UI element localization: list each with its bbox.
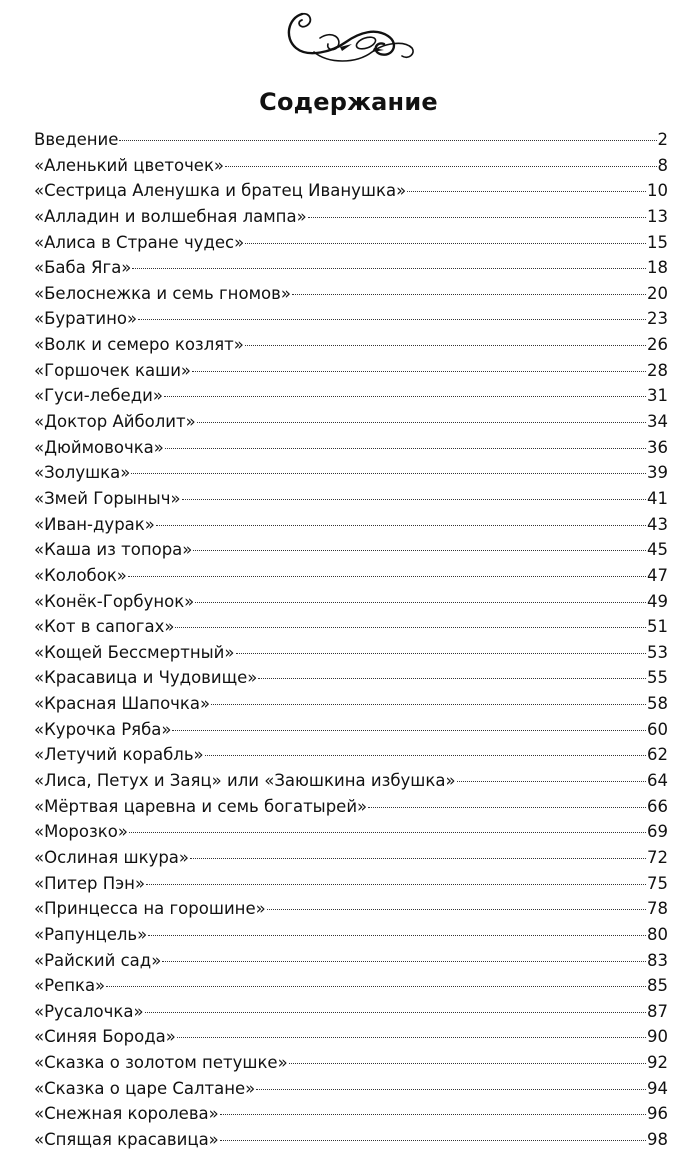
toc-entry-page-number: 83 [647, 950, 668, 970]
toc-entry[interactable] [34, 1076, 668, 1102]
dot-leader [220, 1140, 646, 1141]
toc-entry-title: «Алладин и волшебная лампа» [34, 206, 307, 226]
toc-entry[interactable] [34, 230, 668, 256]
toc-entry-title: «Летучий корабль» [34, 745, 204, 765]
toc-entry[interactable] [34, 332, 668, 358]
toc-entry-page-number: 15 [647, 232, 668, 252]
toc-entry-page-number: 47 [647, 565, 668, 585]
dot-leader [457, 781, 646, 782]
dot-leader [308, 217, 646, 218]
toc-entry[interactable] [34, 794, 668, 820]
toc-entry[interactable] [34, 306, 668, 332]
dot-leader [129, 832, 646, 833]
toc-entry[interactable] [34, 871, 668, 897]
toc-entry-title: «Доктор Айболит» [34, 412, 196, 432]
dot-leader [132, 268, 646, 269]
dot-leader [182, 499, 646, 500]
dot-leader [177, 1037, 646, 1038]
toc-entry-title: «Спящая красавица» [34, 1129, 219, 1149]
dot-leader [192, 371, 646, 372]
toc-entry-page-number: 23 [647, 309, 668, 329]
toc-entry-title: «Гуси-лебеди» [34, 386, 163, 406]
toc-entry-page-number: 80 [647, 924, 668, 944]
dot-leader [289, 1063, 646, 1064]
toc-entry-title: «Снежная королева» [34, 1104, 219, 1124]
toc-entry-title: «Репка» [34, 976, 106, 996]
toc-entry[interactable] [34, 768, 668, 794]
toc-entry-page-number: 69 [647, 822, 668, 842]
toc-entry-title: «Горшочек каши» [34, 360, 192, 380]
dot-leader [131, 473, 646, 474]
toc-entry-title: «Дюймовочка» [34, 437, 164, 457]
dot-leader [211, 704, 646, 705]
toc-entry[interactable] [34, 281, 668, 307]
dot-leader [164, 396, 646, 397]
toc-entry-title: «Лиса, Петух и Заяц» или «Заюшкина избушка» [34, 771, 456, 791]
dot-leader [220, 1114, 646, 1115]
toc-entry-page-number: 34 [647, 412, 668, 432]
dot-leader [172, 730, 646, 731]
toc-entry-title: «Кощей Бессмертный» [34, 642, 235, 662]
toc-entry-page-number: 2 [657, 130, 668, 149]
toc-entry-page-number: 78 [647, 899, 668, 919]
toc-entry[interactable] [34, 127, 668, 153]
toc-entry[interactable] [34, 717, 668, 743]
toc-entry[interactable] [34, 153, 668, 179]
toc-entry-title: «Золушка» [34, 463, 131, 483]
toc-entry-page-number: 13 [647, 206, 668, 226]
dot-leader [190, 858, 646, 859]
toc-entry-title: «Змей Горыныч» [34, 488, 181, 508]
toc-entry[interactable] [34, 589, 668, 615]
toc-entry[interactable] [34, 691, 668, 717]
toc-entry-page-number: 87 [647, 1001, 668, 1021]
toc-entry[interactable] [34, 973, 668, 999]
toc-entry-page-number: 28 [647, 360, 668, 380]
toc-entry[interactable] [34, 819, 668, 845]
toc-entry-title: «Баба Яга» [34, 258, 132, 278]
toc-entry-title: «Морозко» [34, 822, 128, 842]
toc-entry-page-number: 98 [647, 1129, 668, 1149]
toc-entry-title: «Красавица и Чудовище» [34, 668, 258, 688]
toc-entry-page-number: 72 [647, 847, 668, 867]
dot-leader [162, 961, 646, 962]
toc-entry-title: «Аленький цветочек» [34, 155, 225, 175]
toc-entry-title: «Сказка о царе Салтане» [34, 1078, 256, 1098]
dot-leader [195, 602, 646, 603]
toc-entry-page-number: 36 [647, 437, 668, 457]
dot-leader [165, 448, 646, 449]
toc-entry[interactable] [34, 358, 668, 384]
dot-leader [145, 1012, 646, 1013]
toc-entry-title: «Волк и семеро козлят» [34, 335, 244, 355]
toc-entry-title: «Сестрица Аленушка и братец Иванушка» [34, 181, 407, 201]
toc-entry[interactable] [34, 563, 668, 589]
toc-entry[interactable] [34, 845, 668, 871]
toc-entry[interactable] [34, 640, 668, 666]
toc-entry-page-number: 92 [647, 1053, 668, 1073]
toc-entry-title: «Колобок» [34, 565, 127, 585]
toc-entry-title: «Кот в сапогах» [34, 617, 175, 637]
dot-leader [368, 807, 646, 808]
toc-entry-page-number: 10 [647, 181, 668, 201]
toc-entry-title: «Сказка о золотом петушке» [34, 1053, 288, 1073]
toc-entry[interactable] [34, 999, 668, 1025]
toc-entry-page-number: 94 [647, 1078, 668, 1098]
dot-leader [146, 884, 646, 885]
toc-entry[interactable] [34, 537, 668, 563]
toc-entry-page-number: 43 [647, 514, 668, 534]
dot-leader [225, 166, 656, 167]
toc-entry-page-number: 55 [647, 668, 668, 688]
flourish-ornament-icon [280, 8, 418, 66]
toc-entry-title: «Синяя Борода» [34, 1027, 176, 1047]
toc-entry-title: Введение [34, 130, 119, 149]
dot-leader [106, 986, 646, 987]
toc-entry[interactable] [34, 948, 668, 974]
toc-entry-title: «Буратино» [34, 309, 138, 329]
toc-entry-title: «Принцесса на горошине» [34, 899, 266, 919]
toc-entry-title: «Мёртвая царевна и семь богатырей» [34, 796, 368, 816]
dot-leader [148, 935, 646, 936]
dot-leader [258, 678, 646, 679]
dot-leader [236, 653, 647, 654]
dot-leader [256, 1089, 646, 1090]
page-title: Содержание [259, 88, 438, 116]
toc-entry-title: «Каша из топора» [34, 540, 193, 560]
toc-entry-page-number: 41 [647, 488, 668, 508]
toc-entry-title: «Алиса в Стране чудес» [34, 232, 245, 252]
toc-entry-page-number: 64 [647, 771, 668, 791]
toc-entry-page-number: 49 [647, 591, 668, 611]
toc-entry[interactable] [34, 435, 668, 461]
toc-entry[interactable] [34, 922, 668, 948]
dot-leader [205, 755, 646, 756]
dot-leader [267, 909, 646, 910]
toc-entry[interactable] [34, 409, 668, 435]
dot-leader [175, 627, 646, 628]
toc-entry[interactable] [34, 486, 668, 512]
toc-entry-title: «Райский сад» [34, 950, 162, 970]
toc-entry-title: «Иван-дурак» [34, 514, 155, 534]
toc-entry-page-number: 85 [647, 976, 668, 996]
toc-entry-page-number: 58 [647, 694, 668, 714]
toc-entry[interactable] [34, 665, 668, 691]
toc-entry[interactable] [34, 204, 668, 230]
toc-entry[interactable] [34, 1127, 668, 1153]
toc-entry-page-number: 53 [647, 642, 668, 662]
toc-entry-page-number: 75 [647, 873, 668, 893]
toc-entry-title: «Красная Шапочка» [34, 694, 211, 714]
toc-entry[interactable] [34, 1024, 668, 1050]
dot-leader [245, 243, 646, 244]
toc-entry[interactable] [34, 1101, 668, 1127]
toc-entry-title: «Русалочка» [34, 1001, 144, 1021]
toc-entry-page-number: 45 [647, 540, 668, 560]
dot-leader [245, 345, 646, 346]
toc-entry[interactable] [34, 742, 668, 768]
toc-entry-title: «Рапунцель» [34, 924, 148, 944]
toc-entry-page-number: 90 [647, 1027, 668, 1047]
dot-leader [193, 550, 646, 551]
dot-leader [292, 294, 646, 295]
toc-entry-page-number: 8 [657, 155, 668, 175]
toc-entry-page-number: 60 [647, 719, 668, 739]
dot-leader [119, 140, 656, 141]
toc-entry-page-number: 96 [647, 1104, 668, 1124]
toc-entry-title: «Питер Пэн» [34, 873, 146, 893]
toc-entry-page-number: 26 [647, 335, 668, 355]
toc-entry-page-number: 39 [647, 463, 668, 483]
toc-entry-page-number: 51 [647, 617, 668, 637]
dot-leader [138, 319, 646, 320]
toc-entry[interactable] [34, 255, 668, 281]
toc-entry-page-number: 66 [647, 796, 668, 816]
table-of-contents [34, 127, 668, 1153]
toc-entry-page-number: 18 [647, 258, 668, 278]
toc-entry[interactable] [34, 614, 668, 640]
toc-entry-title: «Белоснежка и семь гномов» [34, 283, 291, 303]
dot-leader [197, 422, 646, 423]
toc-entry-page-number: 31 [647, 386, 668, 406]
toc-entry[interactable] [34, 460, 668, 486]
toc-entry[interactable] [34, 178, 668, 204]
toc-entry-title: «Конёк-Горбунок» [34, 591, 195, 611]
dot-leader [128, 576, 646, 577]
toc-entry[interactable] [34, 1050, 668, 1076]
toc-entry[interactable] [34, 512, 668, 538]
dot-leader [407, 191, 646, 192]
toc-entry[interactable] [34, 896, 668, 922]
toc-entry[interactable] [34, 383, 668, 409]
toc-entry-page-number: 20 [647, 283, 668, 303]
dot-leader [156, 525, 646, 526]
toc-entry-page-number: 62 [647, 745, 668, 765]
toc-entry-title: «Курочка Ряба» [34, 719, 172, 739]
toc-entry-title: «Ослиная шкура» [34, 847, 190, 867]
